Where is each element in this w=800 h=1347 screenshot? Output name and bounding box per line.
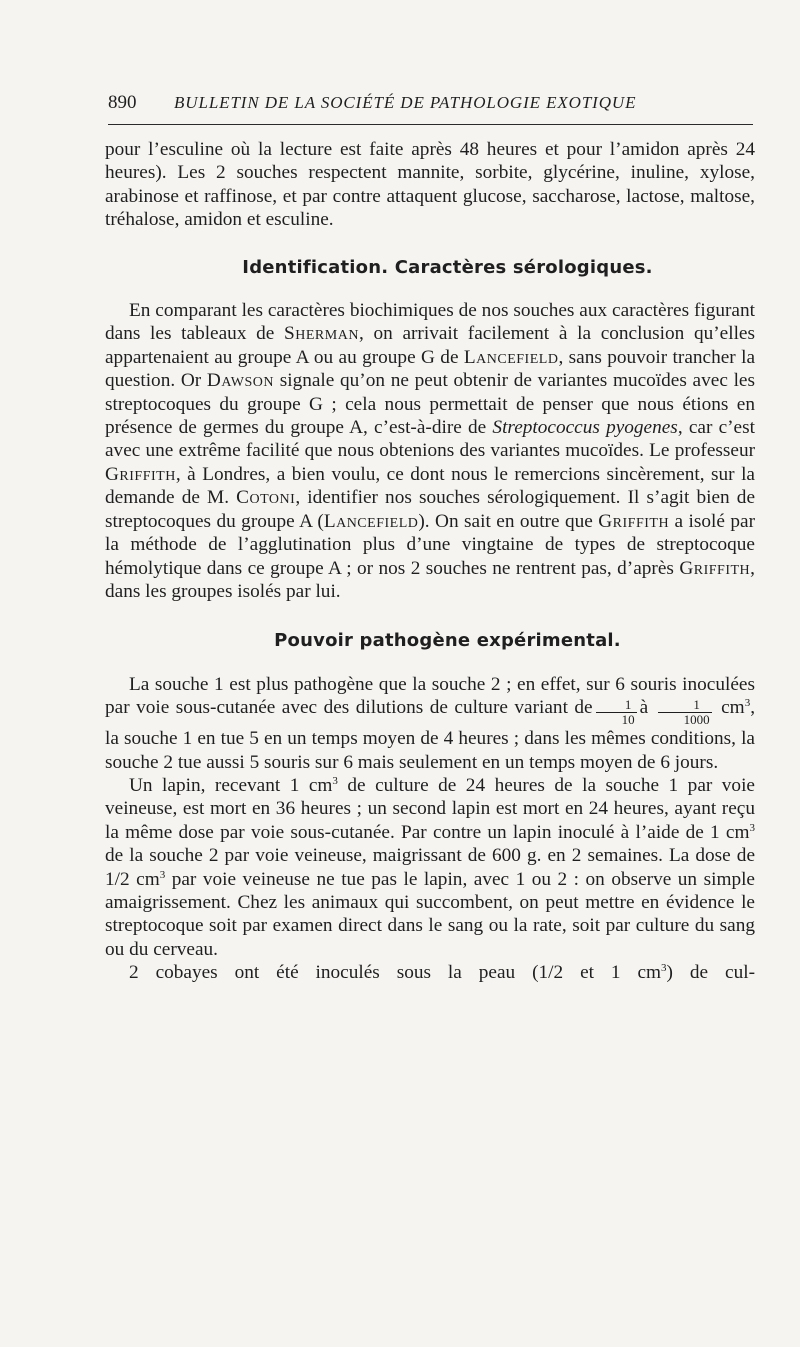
author-name: Sherman bbox=[284, 323, 359, 345]
paragraph-continuation: pour l’esculine où la lecture est faite après 48 heures et pour l’amidon après 24 heures). Les 2 souches respectent mannite, sorbite, glycérine, inuline, xylose, arabinose et raffinose, et par contre attaquent glucose, saccharose, lactose, maltose, tréhalose, amidon et esculine. bbox=[105, 139, 755, 231]
species-name: Streptococcus pyogenes bbox=[492, 417, 678, 439]
running-title: BULLETIN DE LA SOCIÉTÉ DE PATHOLOGIE EXOTIQUE bbox=[174, 93, 637, 112]
section-heading-identification: Identification. Caractères sérologiques. bbox=[242, 256, 653, 278]
page-header bbox=[108, 92, 753, 122]
author-name: Griffith bbox=[105, 463, 176, 485]
author-name: Cotoni bbox=[236, 487, 296, 509]
author-name: Dawson bbox=[206, 370, 275, 392]
paragraph-cobayes: 2 cobayes ont été inoculés sous la peau (1/2 et 1 $cm^3$) de cul- bbox=[129, 962, 755, 984]
author-name: Griffith bbox=[679, 557, 751, 579]
fraction-one-thousandth: $\frac{1}{1000}$ bbox=[658, 698, 712, 727]
section-heading-pathogene: Pouvoir pathogène expérimental. bbox=[274, 630, 621, 652]
paragraph-lapin: Un lapin, recevant 1 $cm^3$ de culture de 24 heures de la souche 1 par voie veineuse, est mort en 36 heures ; un second lapin est mort en 24 heures, ayant reçu la même dose par voie sous-cutanée. Par contre un lapin inoculé à l’aide de 1 $cm^3$ de la souche 2 par voie veineuse, maigrissant de 600 g. en 2 semaines. La dose de 1/2 $cm^3$ par voie veineuse ne tue pas le lapin, avec 1 ou 2 : on observe un simple amaigrissement. Chez les animaux qui succombent, on peut mettre en évidence le streptocoque soit par examen direct dans le sang ou la rate, soit par culture du sang ou du cerveau. bbox=[105, 774, 755, 960]
paragraph-identification: En comparant les caractères biochimiques de nos souches aux caractères figurant dans les tableaux de Sherman, on arrivait facilement à la conclusion qu’elles appartenaient au groupe A ou au groupe G de Lancefield, sans pouvoir trancher la question. Or Dawson signale qu’on ne peut obtenir de variantes mucoïdes avec les streptocoques du groupe G ; cela nous permettait de penser que nous étions en présence de germes du groupe A, c’est-à-dire de Streptococcus pyogenes, car c’est avec une extrême facilité que nous obtenions des variantes mucoïdes. Le professeur Griffith, à Londres, a bien voulu, ce dont nous le remercions sincèrement, sur la demande de M. Cotoni, identifier nos souches sérologiquement. Il s’agit bien de streptocoques du groupe A (Lancefield). On sait en outre que Griffith a isolé par la méthode de l’agglutination plus d’une vingtaine de types de streptocoque hémolytique dans ce groupe A ; or nos 2 souches ne rentrent pas, d’après Griffith, dans les groupes isolés par lui. bbox=[105, 300, 756, 602]
paragraph-souris: La souche 1 est plus pathogène que la souche 2 ; en effet, sur 6 souris inoculées par voie sous-cutanée avec des dilutions de culture variant de $\frac{1}{10}$ à $\frac{1}{1000}$ $cm^3$, la souche 1 en tue 5 en un temps moyen de 4 heures ; dans les mêmes conditions, la souche 2 tue aussi 5 souris sur 6 mais seulement en un temps moyen de 6 jours. bbox=[105, 673, 756, 773]
author-name: Lancefield bbox=[463, 346, 559, 368]
author-name: Griffith bbox=[598, 510, 670, 532]
header-rule bbox=[108, 124, 753, 125]
author-name: Lancefield bbox=[323, 510, 419, 532]
page-number: 890 bbox=[108, 92, 137, 113]
fraction-one-tenth: $\frac{1}{10}$ bbox=[596, 698, 637, 727]
body-text bbox=[105, 138, 755, 985]
